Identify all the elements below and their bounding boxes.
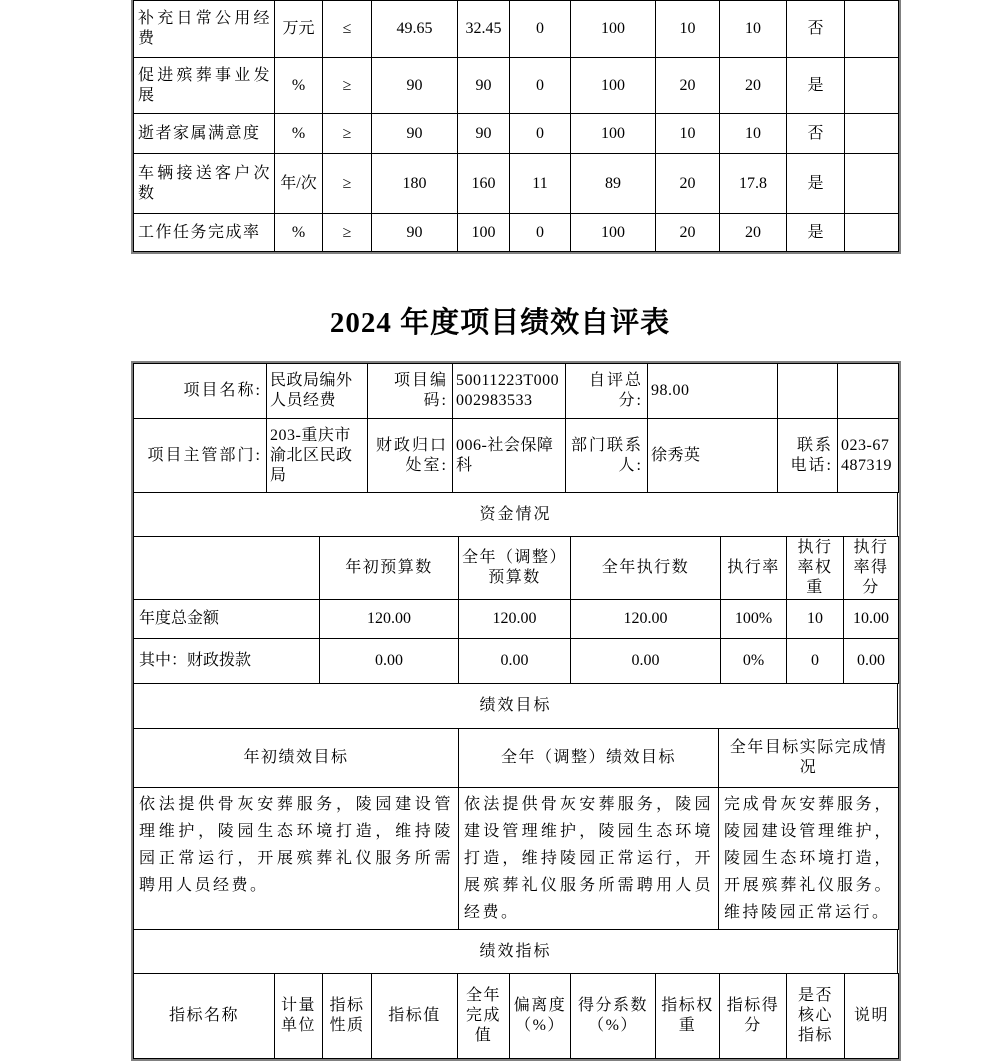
indicator-row [134, 214, 899, 252]
indicator-unit: % [275, 58, 323, 114]
targets-initial-text: 依法提供骨灰安葬服务，陵园建设管理维护，陵园生态环境打造，维持陵园正常运行，开展殡葬礼仪服务所需聘用人员经费。 [134, 788, 459, 930]
indicator-deviation: 11 [510, 154, 571, 214]
empty-cell [838, 364, 899, 419]
funding-header-initial-budget: 年初预算数 [320, 537, 459, 600]
empty-cell [778, 364, 838, 419]
indicator-score: 10 [720, 1, 787, 58]
indicator-note [845, 214, 899, 252]
indicator-weight: 10 [656, 1, 720, 58]
page-title: 2024 年度项目绩效自评表 [329, 307, 671, 339]
header-target-value: 指标值 [372, 974, 458, 1059]
finance-office-value: 006-社会保障科 [453, 419, 566, 493]
indicator-deviation: 0 [510, 114, 571, 154]
targets-header-actual: 全年目标实际完成情况 [719, 729, 899, 788]
indicator-unit: % [275, 114, 323, 154]
funding-adjusted-budget: 0.00 [459, 639, 571, 684]
funding-header-exec-rate-weight: 执行率权重 [787, 537, 844, 600]
indicator-core-flag: 是 [787, 214, 845, 252]
indicator-nature: ≥ [323, 214, 372, 252]
indicator-table-continued [131, 0, 901, 254]
funding-section-title: 资金情况 [134, 493, 898, 537]
indicator-name: 工作任务完成率 [134, 214, 275, 252]
header-unit: 计量单位 [275, 974, 323, 1059]
funding-exec-rate-weight: 10 [787, 600, 844, 639]
funding-exec-rate-weight: 0 [787, 639, 844, 684]
funding-initial-budget: 120.00 [320, 600, 459, 639]
indicator-weight: 20 [656, 58, 720, 114]
indicator-nature: ≥ [323, 114, 372, 154]
indicator-core-flag: 否 [787, 1, 845, 58]
indicator-actual-value: 160 [458, 154, 510, 214]
funding-adjusted-budget: 120.00 [459, 600, 571, 639]
indicators-header-grid [133, 973, 899, 1059]
targets-grid [133, 728, 899, 930]
targets-adjusted-text: 依法提供骨灰安葬服务，陵园建设管理维护，陵园生态环境打造，维持陵园正常运行，开展殡葬礼仪服务所需聘用人员经费。 [459, 788, 719, 930]
header-deviation: 偏离度（%） [510, 974, 571, 1059]
header-core-flag: 是否核心指标 [787, 974, 845, 1059]
indicator-nature: ≥ [323, 58, 372, 114]
indicator-score: 10 [720, 114, 787, 154]
indicator-target-value: 90 [372, 214, 458, 252]
funding-initial-budget: 0.00 [320, 639, 459, 684]
funding-row-label: 其中：财政拨款 [134, 639, 320, 684]
table-row [134, 419, 899, 493]
indicator-note [845, 1, 899, 58]
indicator-row [134, 154, 899, 214]
header-nature: 指标性质 [323, 974, 372, 1059]
header-indicator-name: 指标名称 [134, 974, 275, 1059]
funding-row-label: 年度总金额 [134, 600, 320, 639]
indicator-actual-value: 90 [458, 58, 510, 114]
indicator-actual-value: 32.45 [458, 1, 510, 58]
indicator-target-value: 49.65 [372, 1, 458, 58]
header-weight: 指标权重 [656, 974, 720, 1059]
indicator-name: 补充日常公用经费 [134, 1, 275, 58]
project-code-label: 项目编码: [368, 364, 453, 419]
funding-section [133, 492, 898, 537]
indicator-row [134, 58, 899, 114]
indicators-section-title: 绩效指标 [134, 930, 898, 974]
dept-value: 203-重庆市渝北区民政局 [267, 419, 368, 493]
indicator-score-coef: 100 [571, 58, 656, 114]
indicator-deviation: 0 [510, 214, 571, 252]
section-title-row [134, 684, 898, 729]
indicator-actual-value: 90 [458, 114, 510, 154]
funding-header-executed: 全年执行数 [571, 537, 721, 600]
indicator-target-value: 90 [372, 114, 458, 154]
indicator-target-value: 90 [372, 58, 458, 114]
indicator-score: 20 [720, 58, 787, 114]
finance-office-label: 财政归口处室: [368, 419, 453, 493]
targets-section [133, 683, 898, 729]
indicator-deviation: 0 [510, 1, 571, 58]
indicator-actual-value: 100 [458, 214, 510, 252]
targets-section-title: 绩效目标 [134, 684, 898, 729]
header-score: 指标得分 [720, 974, 787, 1059]
indicator-core-flag: 是 [787, 58, 845, 114]
funding-header-empty [134, 537, 320, 600]
targets-header-initial: 年初绩效目标 [134, 729, 459, 788]
self-evaluation-table [131, 361, 901, 1061]
funding-exec-rate: 100% [721, 600, 787, 639]
indicator-unit: 年/次 [275, 154, 323, 214]
funding-row [134, 600, 899, 639]
contact-label: 部门联系人: [566, 419, 648, 493]
targets-header-adjusted: 全年（调整）绩效目标 [459, 729, 719, 788]
funding-exec-rate: 0% [721, 639, 787, 684]
targets-header-row [134, 729, 899, 788]
self-score-value: 98.00 [648, 364, 778, 419]
indicator-score-coef: 100 [571, 1, 656, 58]
header-note: 说明 [845, 974, 899, 1059]
indicator-core-flag: 否 [787, 114, 845, 154]
funding-executed: 120.00 [571, 600, 721, 639]
self-score-label: 自评总分: [566, 364, 648, 419]
funding-row [134, 639, 899, 684]
funding-header-row [134, 537, 899, 600]
indicator-weight: 20 [656, 214, 720, 252]
indicator-score-coef: 100 [571, 114, 656, 154]
funding-executed: 0.00 [571, 639, 721, 684]
phone-label: 联系电话: [778, 419, 838, 493]
indicator-table-continued-grid [133, 0, 899, 252]
header-actual-value: 全年完成值 [458, 974, 510, 1059]
indicator-row [134, 114, 899, 154]
indicator-name: 车辆接送客户次数 [134, 154, 275, 214]
indicator-name: 逝者家属满意度 [134, 114, 275, 154]
indicator-unit: 万元 [275, 1, 323, 58]
indicator-name: 促进殡葬事业发展 [134, 58, 275, 114]
funding-header-exec-rate: 执行率 [721, 537, 787, 600]
table-row [134, 364, 899, 419]
indicators-section [133, 929, 898, 974]
phone-value: 023-67487319 [838, 419, 899, 493]
indicator-score-coef: 89 [571, 154, 656, 214]
indicator-weight: 20 [656, 154, 720, 214]
project-info-grid [133, 363, 899, 493]
indicators-header-row [134, 974, 899, 1059]
indicator-deviation: 0 [510, 58, 571, 114]
project-name-label: 项目名称: [134, 364, 267, 419]
targets-content-row [134, 788, 899, 930]
indicator-score: 20 [720, 214, 787, 252]
indicator-nature: ≤ [323, 1, 372, 58]
project-code-value: 50011223T000002983533 [453, 364, 566, 419]
section-title-row [134, 930, 898, 974]
indicator-row [134, 1, 899, 58]
indicator-target-value: 180 [372, 154, 458, 214]
funding-header-adjusted-budget: 全年（调整）预算数 [459, 537, 571, 600]
dept-label: 项目主管部门: [134, 419, 267, 493]
header-score-coef: 得分系数（%） [571, 974, 656, 1059]
funding-header-exec-rate-score: 执行率得分 [844, 537, 899, 600]
indicator-note [845, 58, 899, 114]
funding-grid [133, 536, 899, 684]
indicator-score-coef: 100 [571, 214, 656, 252]
funding-exec-rate-score: 0.00 [844, 639, 899, 684]
indicator-nature: ≥ [323, 154, 372, 214]
contact-value: 徐秀英 [648, 419, 778, 493]
indicator-note [845, 154, 899, 214]
project-name-value: 民政局编外人员经费 [267, 364, 368, 419]
targets-actual-text: 完成骨灰安葬服务，陵园建设管理维护，陵园生态环境打造，开展殡葬礼仪服务。维持陵园正常运行。 [719, 788, 899, 930]
indicator-score: 17.8 [720, 154, 787, 214]
indicator-unit: % [275, 214, 323, 252]
section-title-row [134, 493, 898, 537]
indicator-note [845, 114, 899, 154]
funding-exec-rate-score: 10.00 [844, 600, 899, 639]
indicator-weight: 10 [656, 114, 720, 154]
indicator-core-flag: 是 [787, 154, 845, 214]
